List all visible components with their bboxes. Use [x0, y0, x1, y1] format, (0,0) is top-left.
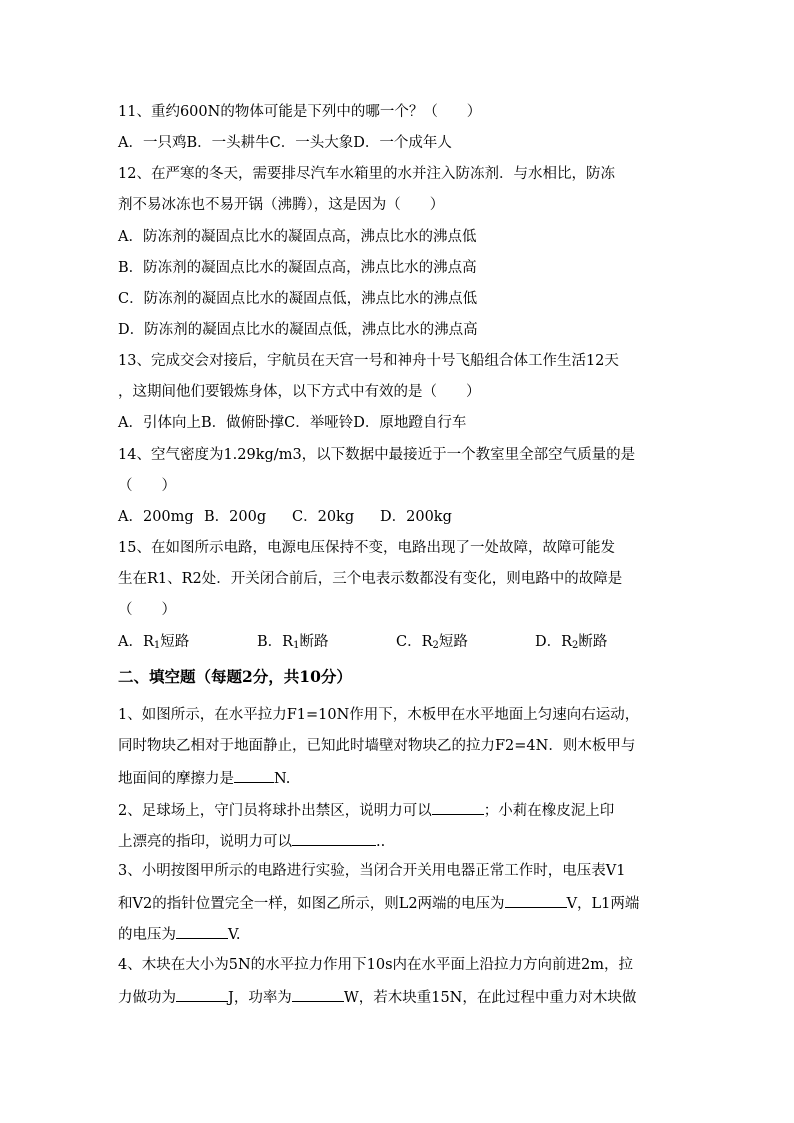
q15-stem-line1: 15、在如图所示电路，电源电压保持不变，电路出现了一处故障，故障可能发 [118, 540, 615, 556]
q15-option-a: A．$R_1$短路 [118, 634, 190, 651]
f1-answer-blank [234, 768, 274, 783]
f4-answer-blank-2 [292, 987, 344, 1002]
q11-stem: 11、重约600N的物体可能是下列中的哪一个？（ ） [118, 104, 482, 120]
q12-stem-line1: 12、在严寒的冬天，需要排尽汽车水箱里的水并注入防冻剂．与水相比，防冻 [118, 166, 615, 182]
q15-option-d: D．$R_2$断路 [535, 634, 608, 651]
q12-option-c: C．防冻剂的凝固点比水的凝固点低，沸点比水的沸点低 [118, 291, 478, 307]
q15-option-b: B．$R_1$断路 [257, 634, 329, 651]
section2-heading: 二、填空题（每题2分，共10分） [118, 667, 352, 686]
f3-answer-blank-1 [505, 893, 567, 908]
f3-line2: 和V2的指针位置完全一样，如图乙所示，则L2两端的电压为 V，L1两端 [118, 893, 678, 913]
q15-stem-line3: （ ） [118, 602, 176, 618]
q12-option-b: B．防冻剂的凝固点比水的凝固点高，沸点比水的沸点高 [118, 260, 477, 276]
q14-options [118, 508, 678, 526]
f3-answer-blank-2 [176, 924, 228, 939]
f1-line3: 地面间的摩擦力是 N. [118, 768, 678, 788]
q13-stem-line2: ，这期间他们要锻炼身体，以下方式中有效的是（ ） [118, 384, 481, 400]
q14-option-a: A．200mg [118, 509, 194, 525]
f2-answer-blank-1 [432, 800, 484, 815]
f1-line2: 同时物块乙相对于地面静止，已知此时墙壁对物块乙的拉力F2=4N．则木板甲与 [118, 738, 636, 754]
q13-stem-line1: 13、完成交会对接后，宇航员在天宫一号和神舟十号飞船组合体工作生活12天 [118, 353, 619, 369]
f3-line1: 3、小明按图甲所示的电路进行实验，当闭合开关用电器正常工作时，电压表V1 [118, 863, 626, 879]
q14-option-b: B．200g [204, 509, 267, 525]
q14-option-c: C．20kg [292, 509, 355, 525]
q15-options [118, 633, 678, 655]
q12-stem-line2: 剂不易冰冻也不易开锅（沸腾），这是因为（ ） [118, 197, 445, 213]
q12-option-a: A．防冻剂的凝固点比水的凝固点高，沸点比水的沸点低 [118, 229, 477, 245]
q14-stem-line1: 14、空气密度为1.29kg/m3，以下数据中最接近于一个教室里全部空气质量的是 [118, 447, 636, 463]
q14-option-d: D．200kg [380, 509, 452, 525]
q15-option-c: C．$R_2$短路 [396, 634, 468, 651]
q14-stem-line2: （ ） [118, 478, 176, 494]
f4-answer-blank-1 [176, 987, 228, 1002]
q11-options: A．一只鸡B．一头耕牛C．一头大象D．一个成年人 [118, 135, 452, 151]
f2-line2: 上漂亮的指印，说明力可以 .. [118, 831, 678, 851]
f4-line2: 力做功为 J，功率为 W，若木块重15N，在此过程中重力对木块做 [118, 987, 678, 1007]
f2-answer-blank-2 [292, 831, 376, 846]
q13-options: A．引体向上B．做俯卧撑C．举哑铃D．原地蹬自行车 [118, 415, 467, 431]
f3-line3: 的电压为 V. [118, 924, 678, 944]
q12-option-d: D．防冻剂的凝固点比水的凝固点低，沸点比水的沸点高 [118, 322, 478, 338]
f2-line1: 2、足球场上，守门员将球扑出禁区，说明力可以 ；小莉在橡皮泥上印 [118, 800, 678, 820]
f4-line1: 4、木块在大小为5N的水平拉力作用下10s内在水平面上沿拉力方向前进2m，拉 [118, 957, 634, 973]
f1-line1: 1、如图所示，在水平拉力F1=10N作用下，木板甲在水平地面上匀速向右运动， [118, 707, 640, 723]
q15-stem-line2: 生在R1、R2处．开关闭合前后，三个电表示数都没有变化，则电路中的故障是 [118, 571, 623, 587]
